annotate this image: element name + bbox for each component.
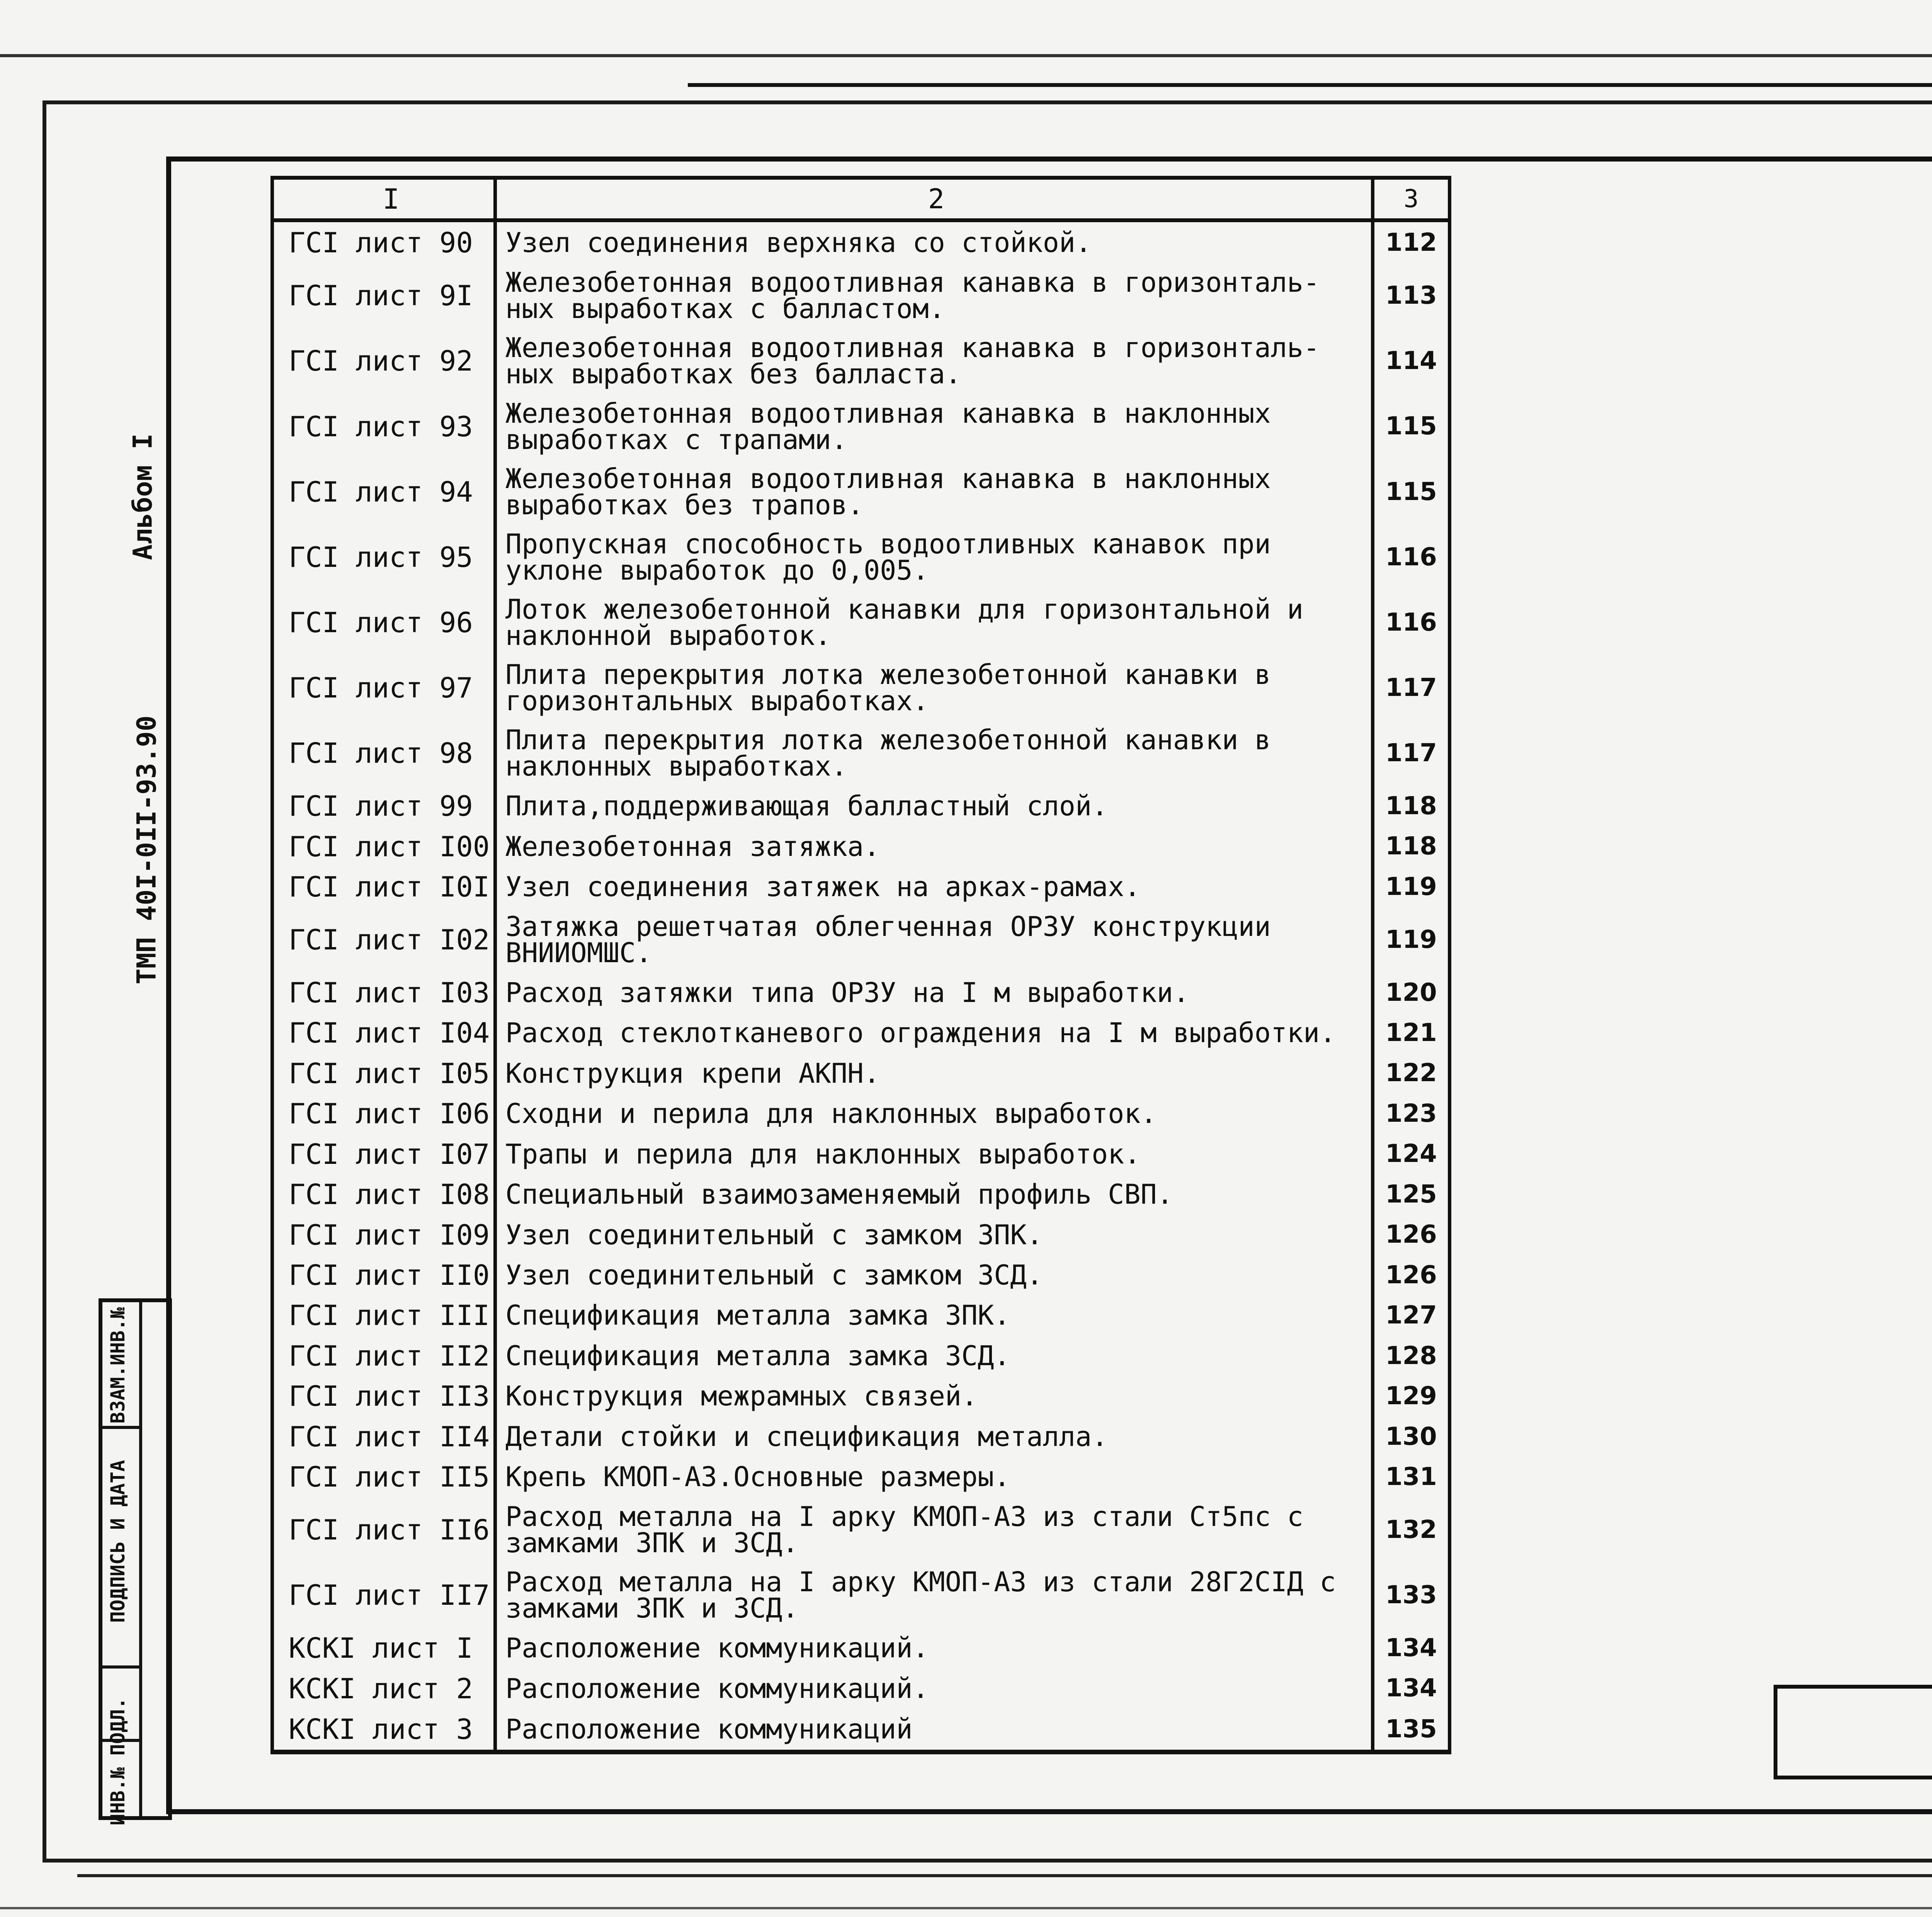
sheet-reference: ГСI лист 90	[272, 220, 495, 263]
sheet-reference: ГСI лист II5	[272, 1457, 495, 1497]
table-row	[272, 721, 1450, 786]
scan-line	[0, 1907, 1932, 1909]
page-number: 135	[1373, 1709, 1450, 1752]
page-number: 115	[1373, 394, 1450, 459]
sheet-description: Железобетонная водоотливная канавка в наклонных выработках с трапами.	[495, 394, 1373, 459]
stamp-label-signature: ПОДПИСЬ И ДАТА	[107, 1460, 129, 1623]
page-number: 122	[1373, 1053, 1450, 1093]
sheet-description: Плита,поддерживающая балластный слой.	[495, 786, 1373, 826]
sheet-reference: ГСI лист I07	[272, 1134, 495, 1174]
sheet-description: Расположение коммуникаций.	[495, 1668, 1373, 1708]
sheet-description: Крепь КМОП-А3.Основные размеры.	[495, 1457, 1373, 1497]
sheet-description: Плита перекрытия лотка железобетонной канавки в наклонных выработках.	[495, 721, 1373, 786]
scan-line	[77, 1874, 1932, 1877]
sheet-reference: ГСI лист 9I	[272, 263, 495, 328]
sheet-description: Узел соединительный с замком ЗСД.	[495, 1255, 1373, 1295]
sheet-description: Железобетонная водоотливная канавка в горизонталь-ных выработках без балласта.	[495, 328, 1373, 394]
stamp-label-replacement: ВЗАМ.ИНВ.№	[107, 1307, 129, 1424]
table-row	[272, 1094, 1450, 1134]
sheet-reference: ГСI лист 95	[272, 524, 495, 590]
table-row	[272, 786, 1450, 826]
sheet-description: Трапы и перила для наклонных выработок.	[495, 1134, 1373, 1174]
table-row	[272, 524, 1450, 590]
table-row	[272, 394, 1450, 459]
column-header: 3	[1373, 178, 1450, 220]
album-label: Альбом I	[128, 433, 158, 560]
page-number: 116	[1373, 524, 1450, 590]
stamp-label-inv: ИНВ.№ ПОДЛ.	[107, 1697, 129, 1825]
page-number: 124	[1373, 1134, 1450, 1174]
table-row	[272, 1174, 1450, 1214]
sheet-reference: ГСI лист II3	[272, 1376, 495, 1416]
sheet-reference: ГСI лист 94	[272, 459, 495, 524]
sheet-description: Железобетонная водоотливная канавка в наклонных выработках без трапов.	[495, 459, 1373, 524]
table-row	[272, 1628, 1450, 1668]
page-number: 130	[1373, 1417, 1450, 1457]
sheet-reference: ГСI лист II4	[272, 1417, 495, 1457]
sheet-description: Узел соединительный с замком ЗПК.	[495, 1214, 1373, 1255]
page-number: 117	[1373, 655, 1450, 721]
table-row	[272, 263, 1450, 328]
table-row	[272, 907, 1450, 972]
sheet-description: Расположение коммуникаций.	[495, 1628, 1373, 1668]
table-row	[272, 1668, 1450, 1708]
page-number: 125	[1373, 1174, 1450, 1214]
sheet-description: Узел соединения затяжек на арках-рамах.	[495, 867, 1373, 907]
sheet-description: Специальный взаимозаменяемый профиль СВП.	[495, 1174, 1373, 1214]
sheet-reference: ГСI лист 99	[272, 786, 495, 826]
sheet-description: Плита перекрытия лотка железобетонной канавки в горизонтальных выработках.	[495, 655, 1373, 721]
sheet-reference: ГСI лист I06	[272, 1094, 495, 1134]
sheet-description: Расход металла на I арку КМОП-А3 из стали Ст5пс с замками ЗПК и ЗСД.	[495, 1497, 1373, 1563]
sheet-reference: ГСI лист I03	[272, 973, 495, 1013]
sheet-reference: ГСI лист 92	[272, 328, 495, 394]
stamp-divider	[139, 1302, 142, 1816]
sheet-description: Расход затяжки типа ОРЗУ на I м выработки.	[495, 973, 1373, 1013]
page-number: 126	[1373, 1214, 1450, 1255]
column-header: 2	[495, 178, 1373, 220]
table-row	[272, 590, 1450, 655]
sheet-reference: ГСI лист II6	[272, 1497, 495, 1563]
title-block-code	[1777, 1689, 1932, 1776]
sheet-reference: ГСI лист I09	[272, 1214, 495, 1255]
scan-line	[688, 83, 1932, 87]
sheet-description: Расположение коммуникаций	[495, 1709, 1373, 1752]
table-row	[272, 655, 1450, 721]
page-number: 120	[1373, 973, 1450, 1013]
sheet-description: Конструкция крепи АКПН.	[495, 1053, 1373, 1093]
index-table	[270, 176, 1451, 1754]
table-row	[272, 1497, 1450, 1563]
table-row	[272, 1013, 1450, 1053]
page-number: 119	[1373, 907, 1450, 972]
page-number: 114	[1373, 328, 1450, 394]
sheet-description: Узел соединения верхняка со стойкой.	[495, 220, 1373, 263]
page-number: 127	[1373, 1295, 1450, 1335]
page-number: 132	[1373, 1497, 1450, 1563]
table-row	[272, 973, 1450, 1013]
table-row	[272, 1214, 1450, 1255]
sheet-reference: КСКI лист 3	[272, 1709, 495, 1752]
page-number: 131	[1373, 1457, 1450, 1497]
sheet-description: Детали стойки и спецификация металла.	[495, 1417, 1373, 1457]
page-number: 113	[1373, 263, 1450, 328]
sheet-description: Железобетонная затяжка.	[495, 826, 1373, 866]
page-number: 133	[1373, 1563, 1450, 1628]
page-number: 118	[1373, 786, 1450, 826]
table-row	[272, 1563, 1450, 1628]
document-code-vertical: ТМП 40I-0II-93.90	[131, 715, 162, 985]
page-number: 118	[1373, 826, 1450, 866]
page-number: 134	[1373, 1668, 1450, 1708]
sheet-reference: ГСI лист II2	[272, 1336, 495, 1376]
sheet-reference: ГСI лист 97	[272, 655, 495, 721]
sheet-reference: ГСI лист II0	[272, 1255, 495, 1295]
table-row	[272, 459, 1450, 524]
table-row	[272, 220, 1450, 263]
page-number: 121	[1373, 1013, 1450, 1053]
table-row	[272, 1336, 1450, 1376]
sheet-reference: ГСI лист 96	[272, 590, 495, 655]
table-header-row	[272, 178, 1450, 220]
table-row	[272, 1295, 1450, 1335]
sheet-reference: ГСI лист 93	[272, 394, 495, 459]
column-header: I	[272, 178, 495, 220]
scan-line	[0, 54, 1932, 57]
sheet-reference: КСКI лист 2	[272, 1668, 495, 1708]
sheet-description: Железобетонная водоотливная канавка в горизонталь-ных выработках с балластом.	[495, 263, 1373, 328]
title-block	[1774, 1685, 1932, 1779]
table-row	[272, 1255, 1450, 1295]
stamp-divider	[102, 1665, 139, 1669]
sheet-description: Спецификация металла замка ЗСД.	[495, 1336, 1373, 1376]
page-number: 112	[1373, 220, 1450, 263]
table-body	[272, 220, 1450, 1752]
sheet-description: Лоток железобетонной канавки для горизонтальной и наклонной выработок.	[495, 590, 1373, 655]
sheet-reference: ГСI лист I00	[272, 826, 495, 866]
sheet-description: Сходни и перила для наклонных выработок.	[495, 1094, 1373, 1134]
sheet-description: Затяжка решетчатая облегченная ОРЗУ конструкции ВНИИОМШС.	[495, 907, 1373, 972]
sheet-reference: ГСI лист I02	[272, 907, 495, 972]
sheet-reference: ГСI лист II7	[272, 1563, 495, 1628]
sheet-reference: КСКI лист I	[272, 1628, 495, 1668]
sheet-reference: ГСI лист III	[272, 1295, 495, 1335]
page-number: 115	[1373, 459, 1450, 524]
sheet-description: Расход металла на I арку КМОП-А3 из стали 28Г2СIД с замками ЗПК и ЗСД.	[495, 1563, 1373, 1628]
sheet-reference: ГСI лист I0I	[272, 867, 495, 907]
sheet-description: Пропускная способность водоотливных канавок при уклоне выработок до 0,005.	[495, 524, 1373, 590]
sheet-description: Конструкция межрамных связей.	[495, 1376, 1373, 1416]
page-number: 126	[1373, 1255, 1450, 1295]
sheet-description: Спецификация металла замка ЗПК.	[495, 1295, 1373, 1335]
page-number: 116	[1373, 590, 1450, 655]
table-row	[272, 1134, 1450, 1174]
page-number: 134	[1373, 1628, 1450, 1668]
table-row	[272, 1376, 1450, 1416]
page-number: 119	[1373, 867, 1450, 907]
page-number: 128	[1373, 1336, 1450, 1376]
table-row	[272, 1457, 1450, 1497]
page-number: 123	[1373, 1094, 1450, 1134]
sheet-reference: ГСI лист 98	[272, 721, 495, 786]
sheet-reference: ГСI лист I04	[272, 1013, 495, 1053]
sheet-description: Расход стеклотканевого ограждения на I м выработки.	[495, 1013, 1373, 1053]
table-row	[272, 1053, 1450, 1093]
table-row	[272, 1709, 1450, 1752]
page-number: 129	[1373, 1376, 1450, 1416]
sheet-reference: ГСI лист I08	[272, 1174, 495, 1214]
table-row	[272, 826, 1450, 866]
table-row	[272, 1417, 1450, 1457]
table-row	[272, 867, 1450, 907]
table-row	[272, 328, 1450, 394]
page-number: 117	[1373, 721, 1450, 786]
sheet-reference: ГСI лист I05	[272, 1053, 495, 1093]
